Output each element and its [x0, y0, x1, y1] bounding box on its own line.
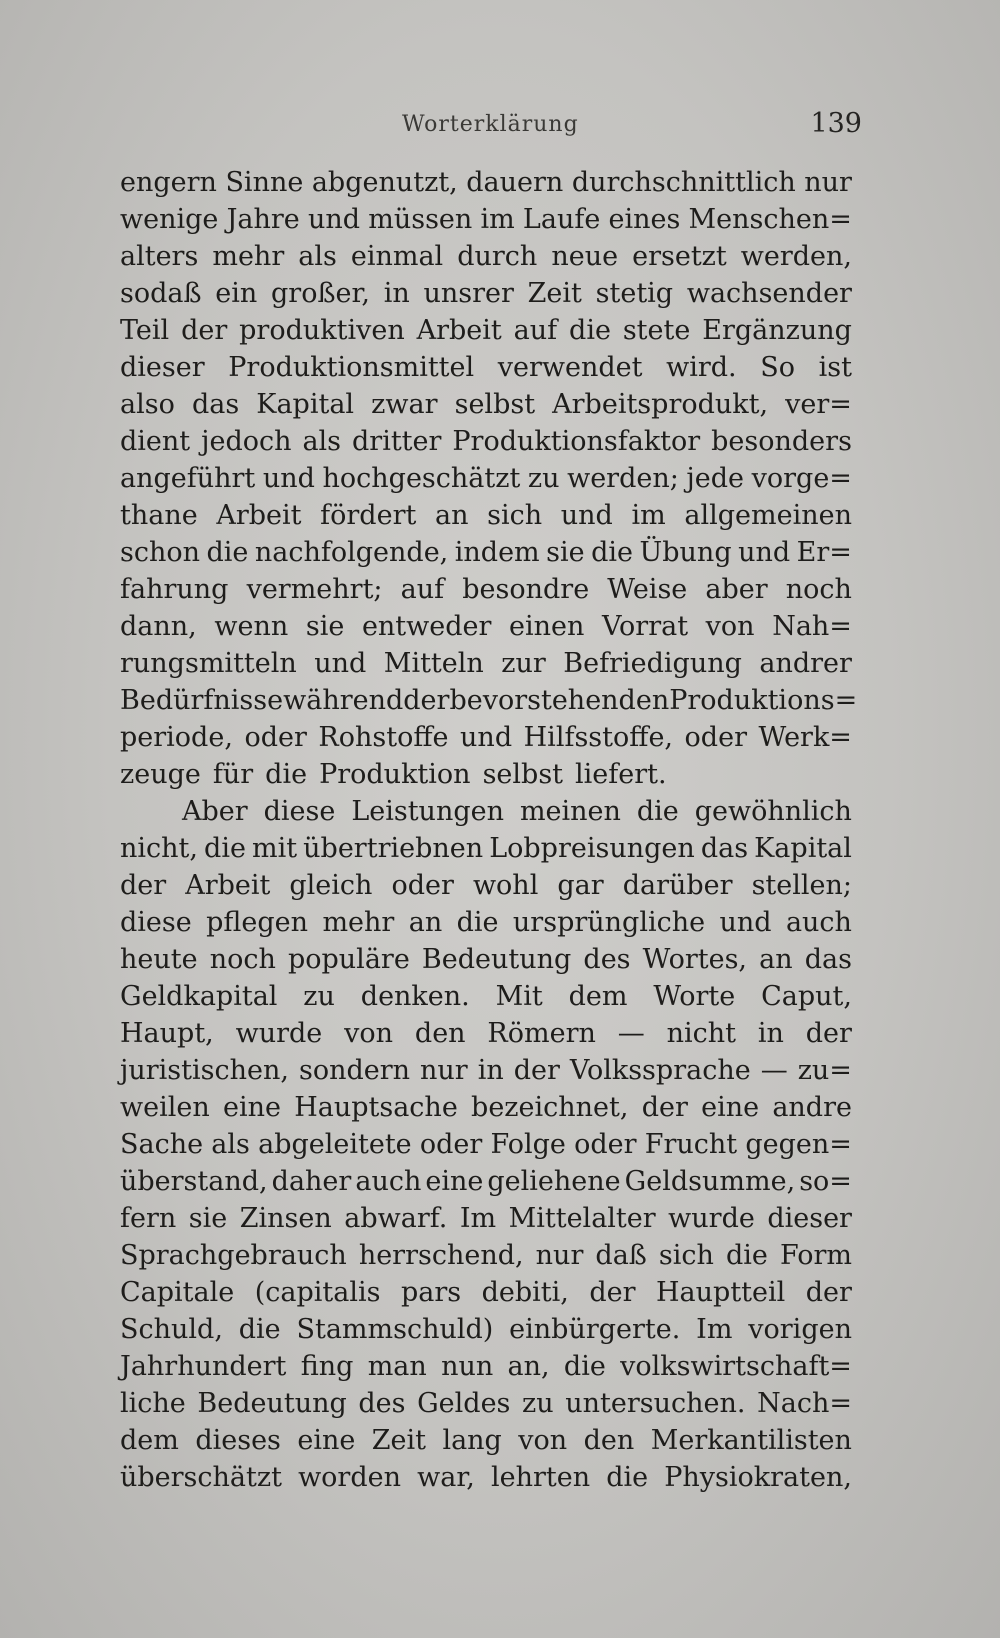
text-line: Haupt, wurde von den Römern — nicht in der [120, 1018, 852, 1049]
text-line: schon die nachfolgende, indem sie die Übung und Er= [120, 537, 852, 568]
text-line: angeführt und hochgeschätzt zu werden; jede vorge= [120, 463, 852, 494]
text-line: Sprachgebrauch herrschend, nur daß sich die Form [120, 1240, 852, 1271]
text-line: überschätzt worden war, lehrten die Physiokraten, [120, 1462, 852, 1493]
text-line: diese pflegen mehr an die ursprüngliche und auch [120, 907, 852, 938]
text-line: Teil der produktiven Arbeit auf die stete Ergänzung [120, 315, 852, 346]
text-line: heute noch populäre Bedeutung des Wortes, an das [120, 944, 852, 975]
text-line: dem dieses eine Zeit lang von den Merkantilisten [120, 1425, 852, 1456]
text-line: nicht, die mit übertriebnen Lobpreisungen das Kapital [120, 833, 852, 864]
body-text [120, 164, 858, 1496]
running-title: Worterklärung [402, 112, 579, 137]
text-line: liche Bedeutung des Geldes zu untersuchen. Nach= [120, 1388, 852, 1419]
text-line: Jahrhundert fing man nun an, die volkswirtschaft= [120, 1351, 852, 1382]
text-line: Sache als abgeleitete oder Folge oder Frucht gegen= [120, 1129, 852, 1160]
text-line: der Arbeit gleich oder wohl gar darüber stellen; [120, 870, 852, 901]
text-line: engern Sinne abgenutzt, dauern durchschnittlich nur [120, 167, 852, 198]
text-line: weilen eine Hauptsache bezeichnet, der eine andre [120, 1092, 852, 1123]
text-line: periode, oder Rohstoffe und Hilfsstoffe, oder Werk= [120, 722, 852, 753]
text-line: Capitale (capitalis pars debiti, der Hauptteil der [120, 1277, 852, 1308]
text-line: rungsmitteln und Mitteln zur Befriedigung andrer [120, 648, 852, 679]
text-line: Schuld, die Stammschuld) einbürgerte. Im vorigen [120, 1314, 852, 1345]
page-number: 139 [810, 108, 862, 139]
text-line: dient jedoch als dritter Produktionsfaktor besonders [120, 426, 852, 457]
text-line: dann, wenn sie entweder einen Vorrat von Nah= [120, 611, 852, 642]
text-line: zeuge für die Produktion selbst liefert. [120, 759, 667, 790]
text-line: Aber diese Leistungen meinen die gewöhnlich [182, 796, 852, 827]
text-line: wenige Jahre und müssen im Laufe eines Menschen= [120, 204, 852, 235]
text-line: juristischen, sondern nur in der Volkssprache — zu= [120, 1055, 852, 1086]
text-line: thane Arbeit fördert an sich und im allgemeinen [120, 500, 852, 531]
text-line: Geldkapital zu denken. Mit dem Worte Caput, [120, 981, 852, 1012]
text-line: sodaß ein großer, in unsrer Zeit stetig wachsender [120, 278, 852, 309]
text-line: also das Kapital zwar selbst Arbeitsprodukt, ver= [120, 389, 852, 420]
text-line: fahrung vermehrt; auf besondre Weise aber noch [120, 574, 852, 605]
text-line: überstand, daher auch eine geliehene Geldsumme, so= [120, 1166, 852, 1197]
text-line: Bedürfnisse während der bevorstehenden Produktions= [120, 685, 858, 716]
text-line: alters mehr als einmal durch neue ersetzt werden, [120, 241, 852, 272]
text-line: dieser Produktionsmittel verwendet wird. So ist [120, 352, 852, 383]
text-line: fern sie Zinsen abwarf. Im Mittelalter wurde dieser [120, 1203, 852, 1234]
running-head [122, 108, 862, 144]
